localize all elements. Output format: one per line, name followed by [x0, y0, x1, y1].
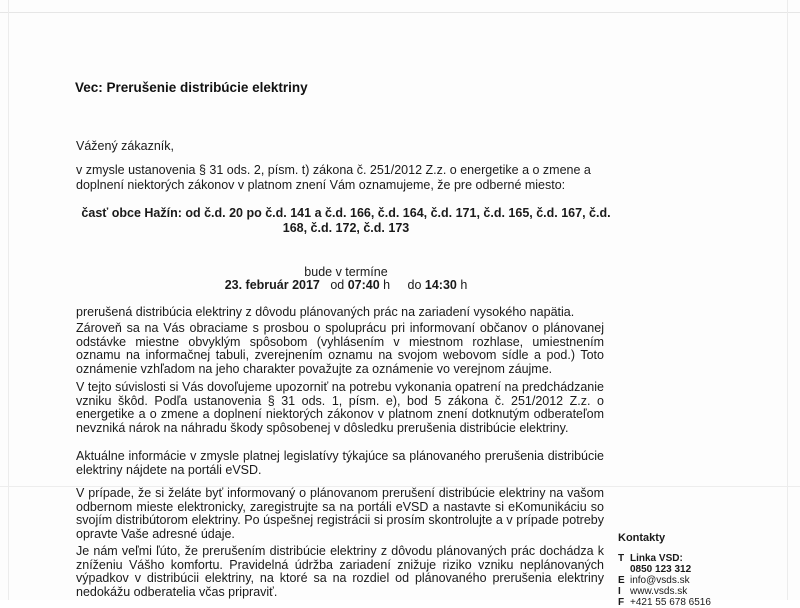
- phone-key: T: [618, 553, 625, 564]
- affected-location: časť obce Hažín: od č.d. 20 po č.d. 141 a č.d. 166, č.d. 164, č.d. 171, č.d. 165, č.d. 167, č.d. 168, č.d. 172, č.d. 173: [81, 206, 611, 235]
- term-from-prefix: od: [330, 278, 345, 292]
- term-to-prefix: do: [407, 278, 422, 292]
- contact-web-row: [618, 586, 788, 597]
- term-from-time: 07:40: [347, 278, 380, 292]
- paragraph-registration: V prípade, že si želáte byť informovaný o plánovanom prerušení distribúcie elektriny na vašom odbernom mieste elektronicky, zaregistrujte sa na portáli eVSD a nastavte si eKomunikáciu so svojím distribútorom elektriny. Po úspešnej registrácii si prosím skontrolujte a v prípade potreby opravte Vaše adresné údaje.: [76, 486, 604, 541]
- contacts-title: Kontakty: [618, 532, 666, 544]
- paragraph-evsd-info: Aktuálne informácie v zmysle platnej legislatívy týkajúce sa plánovaného prerušenia distribúcie elektriny nájdete na portáli eVSD.: [76, 449, 604, 477]
- intro-paragraph: v zmysle ustanovenia § 31 ods. 2, písm. t) zákona č. 251/2012 Z.z. o energetike a o zmene a doplnení niektorých zákonov v platnom znení Vám oznamujeme, že pre odberné miesto:: [76, 163, 591, 192]
- contact-fax-row: [618, 597, 788, 608]
- contact-email-row: [618, 575, 788, 586]
- paragraph-outage-reason: prerušená distribúcia elektriny z dôvodu plánovaných prác na zariadení vysokého napätia.: [76, 305, 575, 319]
- term-line: [76, 278, 616, 292]
- contact-phone-row: [618, 553, 788, 564]
- fax-number: +421 55 678 6516: [630, 597, 711, 608]
- email-link[interactable]: info@vsds.sk: [630, 575, 690, 586]
- term-hour-unit: h: [383, 278, 391, 292]
- term-hour-unit: h: [460, 278, 468, 292]
- contacts-box: [618, 533, 788, 608]
- phone-label: Linka VSD:: [630, 553, 683, 564]
- term-date: 23. február 2017: [224, 278, 320, 292]
- term-to-time: 14:30: [424, 278, 457, 292]
- email-key: E: [618, 575, 625, 586]
- scan-edge: [8, 0, 9, 600]
- paragraph-damage-prevention: V tejto súvislosti si Vás dovoľujeme upozorniť na potrebu vykonania opatrení na predchádzanie vzniku škôd. Podľa ustanovenia § 31 ods. 1, písm. e), bod 5 zákona č. 251/2012 Z.z. o energetike a o zmene a doplnení niektorých zákonov v platnom znení dotknutým odberateľom nevzniká nárok na náhradu škody spôsobenej v dôsledku prerušenia distribúcie elektriny.: [76, 380, 604, 435]
- term-label: bude v termíne: [304, 265, 388, 279]
- scan-edge: [787, 0, 788, 600]
- paragraph-cooperation: Zároveň sa na Vás obraciame s prosbou o spoluprácu pri informovaní občanov o plánovanej odstávke miestne obvyklým spôsobom (vyhlásením v miestnom rozhlase, umiestnením oznamu na informačnej tabuli, zverejnením oznamu na svojom webovom sídle a pod.) Toto oznámenie vzhľadom na jeho charakter považujte za oznámenie vo verejnom záujme.: [76, 321, 604, 376]
- web-key: I: [618, 586, 621, 597]
- web-link[interactable]: www.vsds.sk: [630, 586, 688, 597]
- salutation: Vážený zákazník,: [76, 139, 174, 153]
- letter-subject: Vec: Prerušenie distribúcie elektriny: [75, 80, 308, 95]
- phone-number: 0850 123 312: [630, 564, 692, 575]
- fax-key: F: [618, 597, 625, 608]
- paragraph-apology: Je nám veľmi ľúto, že prerušením distribúcie elektriny z dôvodu plánovaných prác dochádza k zníženiu Vášho komfortu. Pravidelná údržba zariadení znižuje riziko vzniku neplánovaných výpadkov v distribúcii elektriny, na ktoré sa na rozdiel od plánovaného prerušenia elektriny nedokážu odberatelia včas pripraviť.: [76, 544, 604, 599]
- fold-line: [0, 12, 800, 13]
